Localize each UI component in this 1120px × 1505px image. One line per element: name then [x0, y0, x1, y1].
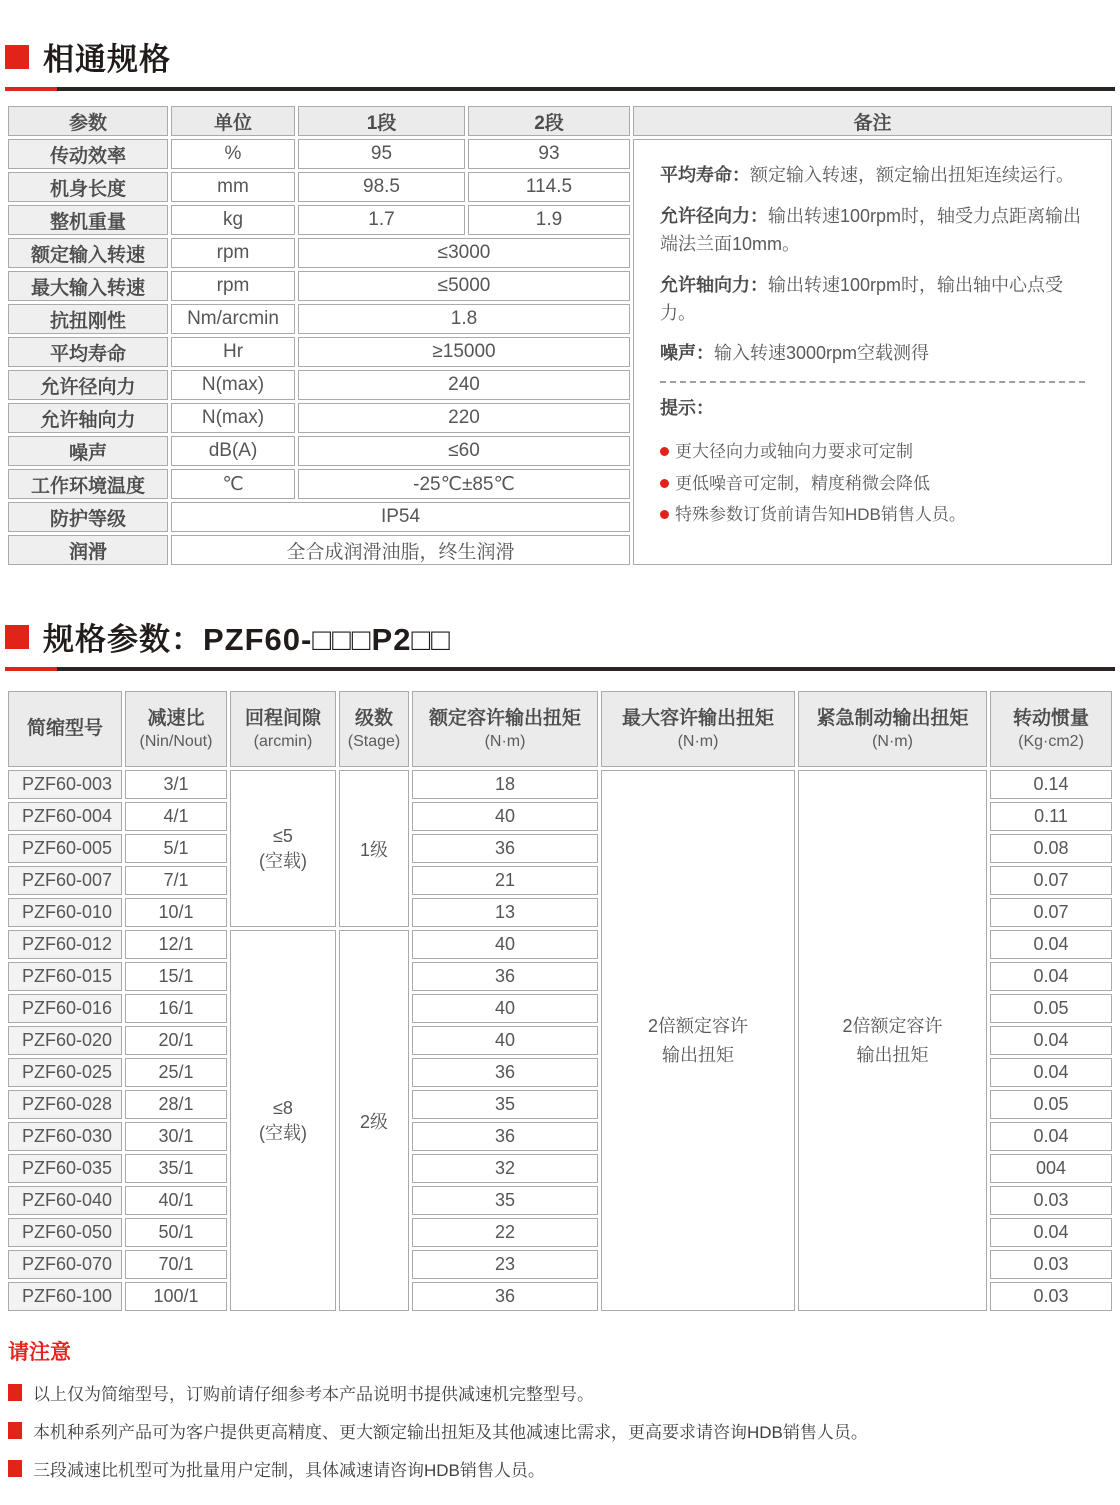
param-unit: dB(A) [171, 436, 295, 466]
param-value: IP54 [171, 502, 630, 532]
notice-item [8, 1456, 1115, 1481]
col-header-max-torque: 最大容许输出扭矩 (N·m) [601, 691, 795, 767]
param-unit: kg [171, 205, 295, 235]
inertia-cell: 0.03 [990, 1250, 1112, 1279]
torque-cell: 21 [412, 866, 598, 895]
model-cell: PZF60-005 [8, 834, 122, 863]
ratio-cell: 10/1 [125, 898, 227, 927]
stage-group-cell: 1级 [339, 770, 409, 927]
col-header-stage: 级数 (Stage) [339, 691, 409, 767]
table-row [8, 139, 1112, 169]
torque-cell: 36 [412, 834, 598, 863]
tips-title: 提示： [660, 398, 714, 419]
torque-cell: 22 [412, 1218, 598, 1247]
inertia-cell: 0.04 [990, 1026, 1112, 1055]
backlash-group-cell [230, 930, 336, 1311]
bullet-square-icon [8, 1384, 22, 1401]
inertia-cell: 0.03 [990, 1282, 1112, 1311]
ratio-cell: 20/1 [125, 1026, 227, 1055]
param-label: 最大输入转速 [8, 271, 168, 301]
torque-cell: 36 [412, 1122, 598, 1151]
inertia-cell: 0.04 [990, 962, 1112, 991]
col-header-model: 简缩型号 [8, 691, 122, 767]
remark-term: 噪声： [660, 343, 714, 364]
bullet-dot-icon [660, 510, 669, 519]
torque-cell: 40 [412, 994, 598, 1023]
model-cell: PZF60-003 [8, 770, 122, 799]
inertia-cell: 004 [990, 1154, 1112, 1183]
backlash-value: ≤8 [273, 1098, 293, 1119]
notice-title: 请注意 [8, 1341, 71, 1364]
bullet-square-icon [8, 1460, 22, 1477]
remark-paragraph [660, 340, 1085, 368]
inertia-cell: 0.03 [990, 1186, 1112, 1215]
model-cell: PZF60-004 [8, 802, 122, 831]
notice-section [8, 1336, 1115, 1481]
notice-text: 本机种系列产品可为客户提供更高精度、更大额定输出扭矩及其他减速比需求，更高要求请咨询HDB销售人员。 [33, 1423, 868, 1442]
inertia-cell: 0.04 [990, 930, 1112, 959]
model-cell: PZF60-010 [8, 898, 122, 927]
section-bullet-icon [5, 45, 29, 69]
ratio-cell: 35/1 [125, 1154, 227, 1183]
section1-divider [5, 87, 1115, 91]
divider-red-segment [5, 667, 57, 671]
remark-paragraph [660, 203, 1085, 259]
inertia-cell: 0.11 [990, 802, 1112, 831]
param-value-stage2: 93 [468, 139, 630, 169]
model-cell: PZF60-030 [8, 1122, 122, 1151]
tip-text: 特殊参数订货前请告知HDB销售人员。 [675, 505, 966, 525]
model-cell: PZF60-015 [8, 962, 122, 991]
param-unit: rpm [171, 271, 295, 301]
backlash-value: ≤5 [273, 826, 293, 847]
ratio-cell: 100/1 [125, 1282, 227, 1311]
ratio-cell: 3/1 [125, 770, 227, 799]
param-value: ≤3000 [298, 238, 630, 268]
torque-cell: 23 [412, 1250, 598, 1279]
param-value-stage2: 114.5 [468, 172, 630, 202]
tip-text: 更大径向力或轴向力要求可定制 [675, 442, 913, 462]
section2-divider [5, 667, 1115, 671]
ratio-cell: 30/1 [125, 1122, 227, 1151]
notice-text: 以上仅为简缩型号，订购前请仔细参考本产品说明书提供减速机完整型号。 [33, 1385, 594, 1404]
ratio-cell: 4/1 [125, 802, 227, 831]
remark-term: 允许轴向力： [660, 274, 768, 295]
backlash-group-cell [230, 770, 336, 927]
model-cell: PZF60-100 [8, 1282, 122, 1311]
param-label: 抗扭刚性 [8, 304, 168, 334]
remark-paragraph [660, 272, 1085, 328]
model-cell: PZF60-007 [8, 866, 122, 895]
ratio-cell: 15/1 [125, 962, 227, 991]
param-label: 传动效率 [8, 139, 168, 169]
param-value: 220 [298, 403, 630, 433]
inertia-cell: 0.08 [990, 834, 1112, 863]
ratio-cell: 16/1 [125, 994, 227, 1023]
section1-title: 相通规格 [43, 42, 171, 77]
ratio-cell: 28/1 [125, 1090, 227, 1119]
inertia-cell: 0.04 [990, 1218, 1112, 1247]
remark-text: 输入转速3000rpm空载测得 [714, 343, 930, 364]
torque-cell: 40 [412, 802, 598, 831]
param-label: 噪声 [8, 436, 168, 466]
tips-list [660, 436, 1085, 530]
model-cell: PZF60-028 [8, 1090, 122, 1119]
param-unit: rpm [171, 238, 295, 268]
tip-text: 更低噪音可定制，精度稍微会降低 [675, 473, 930, 493]
param-value: 240 [298, 370, 630, 400]
param-value: ≤5000 [298, 271, 630, 301]
remark-term: 允许径向力： [660, 205, 768, 226]
tip-item [660, 468, 1085, 499]
remark-text: 输出转速100rpm时，轴受力点距离输出端法兰面10mm。 [660, 205, 1082, 254]
torque-cell: 18 [412, 770, 598, 799]
param-value: 全合成润滑油脂，终生润滑 [171, 535, 630, 565]
col-header-stage1: 1段 [298, 106, 465, 136]
bullet-dot-icon [660, 479, 669, 488]
backlash-note: (空载) [259, 1122, 307, 1143]
remarks-cell [633, 139, 1112, 565]
ratio-cell: 70/1 [125, 1250, 227, 1279]
param-label: 机身长度 [8, 172, 168, 202]
dashed-divider [660, 381, 1085, 383]
model-cell: PZF60-050 [8, 1218, 122, 1247]
param-unit: Hr [171, 337, 295, 367]
param-label: 允许轴向力 [8, 403, 168, 433]
model-spec-table [5, 688, 1115, 1314]
table-row [8, 770, 1112, 799]
notice-text: 三段减速比机型可为批量用户定制，具体减速请咨询HDB销售人员。 [33, 1461, 545, 1480]
param-unit: Nm/arcmin [171, 304, 295, 334]
param-unit: N(max) [171, 403, 295, 433]
torque-cell: 40 [412, 1026, 598, 1055]
table-header-row [8, 106, 1112, 136]
inertia-cell: 0.07 [990, 898, 1112, 927]
col-header-remarks: 备注 [633, 106, 1112, 136]
col-header-stage2: 2段 [468, 106, 630, 136]
bullet-square-icon [8, 1422, 22, 1439]
ratio-cell: 40/1 [125, 1186, 227, 1215]
inertia-cell: 0.05 [990, 1090, 1112, 1119]
torque-cell: 35 [412, 1186, 598, 1215]
divider-red-segment [5, 87, 57, 91]
section2-header [5, 614, 1115, 659]
section1-header [5, 34, 1115, 79]
torque-cell: 36 [412, 1058, 598, 1087]
param-label: 允许径向力 [8, 370, 168, 400]
model-cell: PZF60-025 [8, 1058, 122, 1087]
col-header-backlash: 回程间隙 (arcmin) [230, 691, 336, 767]
param-unit: N(max) [171, 370, 295, 400]
param-unit: % [171, 139, 295, 169]
param-value: -25℃±85℃ [298, 469, 630, 499]
backlash-note: (空载) [259, 850, 307, 871]
inertia-cell: 0.14 [990, 770, 1112, 799]
torque-cell: 13 [412, 898, 598, 927]
common-spec-table [5, 103, 1115, 568]
ratio-cell: 5/1 [125, 834, 227, 863]
ratio-cell: 50/1 [125, 1218, 227, 1247]
model-cell: PZF60-070 [8, 1250, 122, 1279]
param-label: 工作环境温度 [8, 469, 168, 499]
col-header-rated-torque: 额定容许输出扭矩 (N·m) [412, 691, 598, 767]
bullet-dot-icon [660, 447, 669, 456]
model-cell: PZF60-035 [8, 1154, 122, 1183]
param-value: ≥15000 [298, 337, 630, 367]
col-header-brake-torque: 紧急制动输出扭矩 (N·m) [798, 691, 987, 767]
remark-text: 额定输入转速，额定输出扭矩连续运行。 [750, 165, 1074, 185]
table-header-row [8, 691, 1112, 767]
col-header-inertia: 转动惯量 (Kg·cm2) [990, 691, 1112, 767]
param-value-stage1: 95 [298, 139, 465, 169]
model-cell: PZF60-012 [8, 930, 122, 959]
ratio-cell: 12/1 [125, 930, 227, 959]
inertia-cell: 0.04 [990, 1122, 1112, 1151]
section-bullet-icon [5, 625, 29, 649]
remark-text: 输出转速100rpm时，输出轴中心点受力。 [660, 274, 1064, 323]
torque-cell: 36 [412, 1282, 598, 1311]
param-value: ≤60 [298, 436, 630, 466]
remark-term: 平均寿命： [660, 165, 750, 185]
col-header-param: 参数 [8, 106, 168, 136]
inertia-cell: 0.04 [990, 1058, 1112, 1087]
max-torque-note-cell: 2倍额定容许输出扭矩 [601, 770, 795, 1311]
param-unit: ℃ [171, 469, 295, 499]
param-unit: mm [171, 172, 295, 202]
torque-cell: 35 [412, 1090, 598, 1119]
torque-cell: 40 [412, 930, 598, 959]
ratio-cell: 7/1 [125, 866, 227, 895]
param-value-stage1: 1.7 [298, 205, 465, 235]
torque-cell: 32 [412, 1154, 598, 1183]
param-value-stage2: 1.9 [468, 205, 630, 235]
inertia-cell: 0.05 [990, 994, 1112, 1023]
stage-group-cell: 2级 [339, 930, 409, 1311]
param-value: 1.8 [298, 304, 630, 334]
col-header-ratio: 减速比 (Nin/Nout) [125, 691, 227, 767]
model-cell: PZF60-020 [8, 1026, 122, 1055]
model-cell: PZF60-016 [8, 994, 122, 1023]
model-cell: PZF60-040 [8, 1186, 122, 1215]
param-value-stage1: 98.5 [298, 172, 465, 202]
param-label: 平均寿命 [8, 337, 168, 367]
notice-item [8, 1380, 1115, 1405]
section2-title: 规格参数：PZF60-□□□P2□□ [43, 622, 451, 657]
notice-item [8, 1418, 1115, 1443]
col-header-unit: 单位 [171, 106, 295, 136]
ratio-cell: 25/1 [125, 1058, 227, 1087]
tip-item [660, 436, 1085, 467]
param-label: 润滑 [8, 535, 168, 565]
brake-torque-note-cell: 2倍额定容许输出扭矩 [798, 770, 987, 1311]
param-label: 防护等级 [8, 502, 168, 532]
param-label: 整机重量 [8, 205, 168, 235]
inertia-cell: 0.07 [990, 866, 1112, 895]
remark-paragraph [660, 162, 1085, 190]
torque-cell: 36 [412, 962, 598, 991]
param-label: 额定输入转速 [8, 238, 168, 268]
tip-item [660, 499, 1085, 530]
